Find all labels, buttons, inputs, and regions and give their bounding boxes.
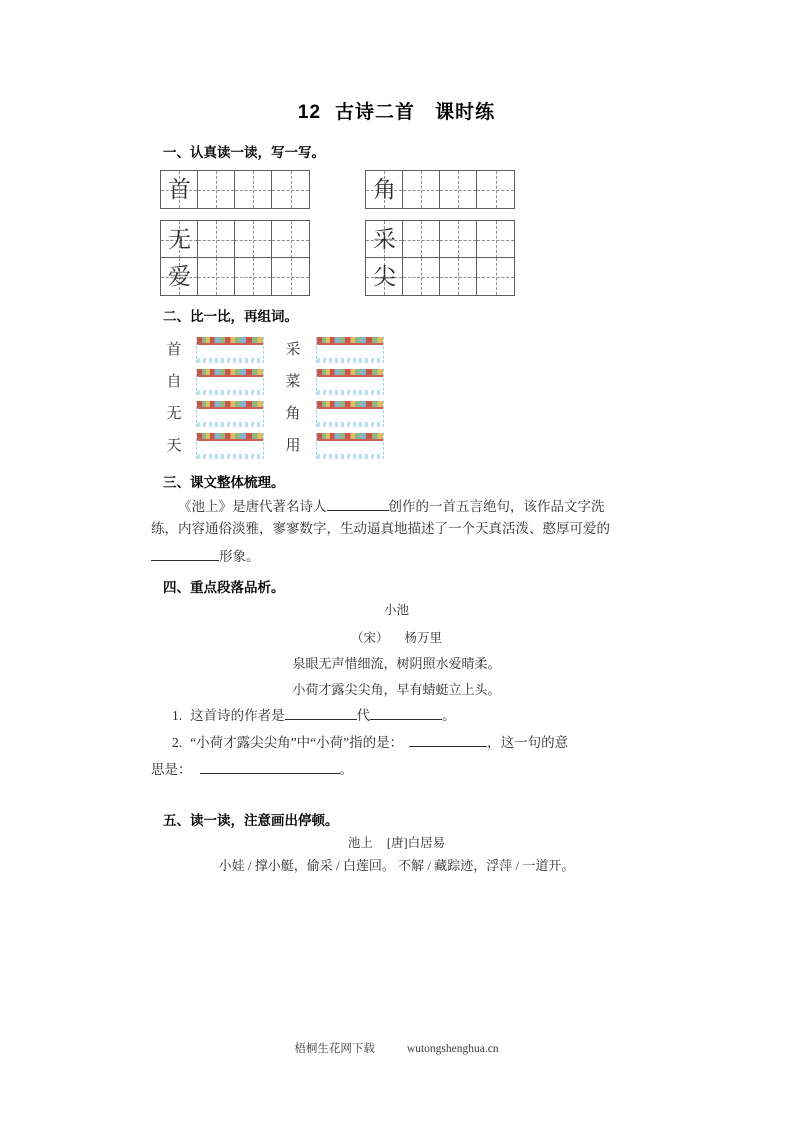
tianzige-row-left-2 (160, 220, 310, 259)
section-5-heading: 五、读一读，注意画出停顿。 (163, 813, 339, 828)
question-1 (172, 706, 456, 723)
poem-dynasty: （宋） (350, 631, 389, 645)
section-3-line-3 (151, 547, 260, 564)
decorative-rule-icon (197, 375, 264, 377)
section-1-heading: 一、认真读一读，写一写。 (163, 145, 325, 160)
section-3-text-b: 创作的一首五言绝句，该作品文字洗 (388, 499, 605, 514)
footer-site-url: wutongshenghua.cn (406, 1043, 499, 1055)
question-2-text-d: 。 (339, 762, 353, 777)
tianzige-row-left-3 (160, 257, 310, 296)
tianzige-char: 角 (373, 177, 396, 202)
decorative-rule-icon (317, 439, 384, 441)
poem-author: 杨万里 (404, 631, 443, 645)
section-4-heading: 四、重点段落品析。 (163, 580, 285, 595)
answer-box[interactable] (316, 369, 384, 395)
question-2-text-b: ，这一句的意 (487, 735, 569, 750)
decorative-rule-icon (317, 375, 384, 377)
tianzige-row-left-1 (160, 170, 310, 209)
footer (0, 1040, 793, 1056)
decorative-rule-icon (197, 343, 264, 345)
poem-title-chishang-line (0, 833, 793, 851)
decorative-wave-icon (317, 454, 384, 459)
question-1-text-a: 这首诗的作者是 (190, 708, 285, 723)
tianzige-row-right-2 (365, 220, 515, 259)
section-2-heading: 二、比一比，再组词。 (163, 309, 298, 324)
decorative-wave-icon (197, 454, 264, 459)
decorative-wave-icon (197, 358, 264, 363)
footer-site-name: 梧桐生花网下载 (294, 1043, 375, 1055)
section-3-text-c: 形象。 (219, 549, 260, 564)
tianzige-cell[interactable] (477, 221, 514, 258)
tianzige-cell (161, 258, 198, 295)
fill-blank[interactable] (151, 547, 219, 561)
tianzige-cell[interactable] (403, 171, 440, 208)
decorative-wave-icon (317, 422, 384, 427)
compare-char-right-1: 采 (285, 342, 301, 358)
fill-blank[interactable] (327, 497, 389, 511)
poem-title-chishang: 池上 (347, 836, 373, 850)
question-1-number: 1. (172, 708, 183, 723)
compare-char-left-1: 首 (166, 342, 182, 358)
tianzige-char: 无 (168, 227, 191, 252)
section-3-heading: 三、课文整体梳理。 (163, 475, 285, 490)
fill-blank[interactable] (285, 706, 357, 720)
question-2-number: 2. (172, 735, 183, 750)
page-title (0, 97, 793, 124)
decorative-wave-icon (317, 390, 384, 395)
title-number: 12 (297, 102, 322, 123)
tianzige-cell[interactable] (477, 258, 514, 295)
title-suffix: 课时练 (435, 102, 496, 123)
tianzige-char: 采 (373, 227, 396, 252)
decorative-rule-icon (197, 407, 264, 409)
fill-blank[interactable] (370, 706, 442, 720)
decorative-rule-icon (317, 407, 384, 409)
title-main: 古诗二首 (335, 102, 416, 123)
tianzige-cell[interactable] (272, 171, 309, 208)
decorative-rule-icon (317, 343, 384, 345)
tianzige-cell[interactable] (440, 221, 477, 258)
tianzige-cell[interactable] (272, 258, 309, 295)
question-2-line-1 (172, 733, 568, 750)
tianzige-cell[interactable] (403, 258, 440, 295)
tianzige-cell[interactable] (440, 171, 477, 208)
answer-box[interactable] (196, 401, 264, 427)
compare-char-right-2: 菜 (285, 374, 301, 390)
tianzige-cell[interactable] (477, 171, 514, 208)
tianzige-cell[interactable] (235, 221, 272, 258)
answer-box[interactable] (196, 369, 264, 395)
fill-blank[interactable] (409, 733, 487, 747)
tianzige-cell[interactable] (235, 258, 272, 295)
tianzige-cell (161, 171, 198, 208)
poem-author-baijuyi: [唐]白居易 (386, 836, 446, 850)
compare-char-left-4: 天 (166, 438, 182, 454)
question-2-text-c: 思是： (151, 762, 192, 777)
poem-author-line (0, 628, 793, 646)
answer-box[interactable] (316, 433, 384, 459)
question-1-text-b: 代 (356, 708, 371, 723)
answer-box[interactable] (316, 401, 384, 427)
answer-box[interactable] (196, 433, 264, 459)
compare-char-left-2: 自 (166, 374, 182, 390)
tianzige-cell[interactable] (198, 171, 235, 208)
question-2-text-a: “小荷才露尖尖角”中“小荷”指的是： (190, 735, 404, 750)
tianzige-cell (366, 221, 403, 258)
answer-box[interactable] (316, 337, 384, 363)
tianzige-char: 尖 (373, 264, 396, 289)
tianzige-cell[interactable] (403, 221, 440, 258)
question-2-line-2 (151, 760, 353, 777)
decorative-wave-icon (197, 390, 264, 395)
tianzige-char: 爱 (168, 264, 191, 289)
tianzige-cell (366, 171, 403, 208)
poem-verse-1: 泉眼无声惜细流，树阴照水爱晴柔。 (292, 656, 501, 671)
tianzige-row-right-3 (365, 257, 515, 296)
poem-verse-2: 小荷才露尖尖角，早有蜻蜓立上头。 (292, 682, 501, 697)
answer-box[interactable] (196, 337, 264, 363)
compare-char-right-3: 角 (285, 406, 301, 422)
tianzige-cell[interactable] (272, 221, 309, 258)
tianzige-cell[interactable] (440, 258, 477, 295)
section-3-line-2: 练，内容通俗淡雅，寥寥数字，生动逼真地描述了一个天真活泼、憨厚可爱的 (151, 521, 610, 536)
tianzige-cell (161, 221, 198, 258)
decorative-wave-icon (317, 358, 384, 363)
tianzige-cell[interactable] (235, 171, 272, 208)
tianzige-cell (366, 258, 403, 295)
tianzige-cell[interactable] (198, 258, 235, 295)
fill-blank[interactable] (200, 760, 340, 774)
compare-char-right-4: 用 (285, 438, 301, 454)
tianzige-row-right-1 (365, 170, 515, 209)
section-3-text-a: 《池上》是唐代著名诗人 (178, 499, 327, 514)
decorative-wave-icon (197, 422, 264, 427)
question-1-text-c: 。 (442, 708, 456, 723)
tianzige-char: 首 (168, 177, 191, 202)
section-3-line-1 (178, 497, 605, 514)
poem-verse-chishang: 小娃 / 撑小艇，偷采 / 白莲回。 不解 / 藏踪迹，浮萍 / 一道开。 (218, 858, 575, 873)
decorative-rule-icon (197, 439, 264, 441)
tianzige-cell[interactable] (198, 221, 235, 258)
poem-title-xiaochi: 小池 (383, 603, 409, 617)
compare-char-left-3: 无 (166, 406, 182, 422)
